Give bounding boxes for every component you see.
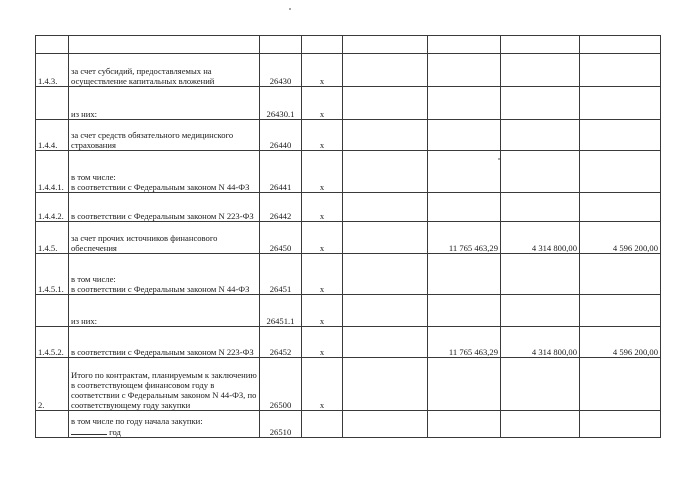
- row-name: в соответствии с Федеральным законом N 223-ФЗ: [69, 327, 260, 358]
- row-value-1: [428, 295, 501, 327]
- row-value-1: [428, 36, 501, 54]
- row-name: за счет средств обязательного медицинского страхования: [69, 120, 260, 151]
- row-value-3: [580, 358, 661, 411]
- row-value-2: [501, 151, 580, 193]
- row-x-mark: x: [302, 54, 343, 87]
- row-code: 26451.1: [260, 295, 302, 327]
- expenditure-table: [35, 35, 661, 438]
- row-value-1: [428, 87, 501, 120]
- row-number: 2.: [36, 358, 69, 411]
- row-number: [36, 36, 69, 54]
- row-value-2: [501, 193, 580, 222]
- row-value-2: [501, 295, 580, 327]
- row-number: 1.4.5.: [36, 222, 69, 254]
- row-value-1: 11 765 463,29: [428, 327, 501, 358]
- row-value-1: [428, 358, 501, 411]
- row-name-text: в том числе по году начала закупки:: [71, 416, 203, 426]
- row-value-3: [580, 87, 661, 120]
- row-code: 26452: [260, 327, 302, 358]
- row-x-mark: x: [302, 87, 343, 120]
- table-row: [36, 151, 661, 193]
- row-code: 26440: [260, 120, 302, 151]
- row-value-3: 4 596 200,00: [580, 222, 661, 254]
- table-row: [36, 36, 661, 54]
- row-x-mark: [302, 36, 343, 54]
- row-value-3: [580, 36, 661, 54]
- row-value-1: [428, 151, 501, 193]
- row-code: 26430.1: [260, 87, 302, 120]
- scan-speck: [289, 8, 291, 10]
- row-number: 1.4.4.1.: [36, 151, 69, 193]
- row-empty-cell: [343, 254, 428, 295]
- row-number: 1.4.5.1.: [36, 254, 69, 295]
- row-x-mark: x: [302, 193, 343, 222]
- row-empty-cell: [343, 87, 428, 120]
- row-number: [36, 87, 69, 120]
- row-code: 26451: [260, 254, 302, 295]
- row-empty-cell: [343, 327, 428, 358]
- table-row: [36, 327, 661, 358]
- table-row: [36, 193, 661, 222]
- row-empty-cell: [343, 295, 428, 327]
- row-name: в соответствии с Федеральным законом N 223-ФЗ: [69, 193, 260, 222]
- row-x-mark: x: [302, 222, 343, 254]
- row-value-2: [501, 120, 580, 151]
- row-name: [69, 411, 260, 438]
- row-code: 26430: [260, 54, 302, 87]
- row-empty-cell: [343, 151, 428, 193]
- row-x-mark: [302, 411, 343, 438]
- row-value-1: [428, 411, 501, 438]
- row-name: за счет прочих источников финансового обеспечения: [69, 222, 260, 254]
- row-code: [260, 36, 302, 54]
- scan-speck: [498, 158, 500, 160]
- row-value-2: [501, 36, 580, 54]
- row-x-mark: x: [302, 327, 343, 358]
- table-row: [36, 254, 661, 295]
- row-name: из них:: [69, 295, 260, 327]
- row-x-mark: x: [302, 358, 343, 411]
- row-code: 26510: [260, 411, 302, 438]
- row-code: 26500: [260, 358, 302, 411]
- row-code: 26450: [260, 222, 302, 254]
- row-name: в том числе: в соответствии с Федеральным законом N 44-ФЗ: [69, 254, 260, 295]
- row-value-3: [580, 120, 661, 151]
- row-value-3: [580, 295, 661, 327]
- row-empty-cell: [343, 411, 428, 438]
- row-value-1: [428, 120, 501, 151]
- row-name: из них:: [69, 87, 260, 120]
- table-row: [36, 87, 661, 120]
- row-empty-cell: [343, 222, 428, 254]
- row-name: за счет субсидий, предоставляемых на осуществление капитальных вложений: [69, 54, 260, 87]
- table-row: [36, 358, 661, 411]
- row-value-1: 11 765 463,29: [428, 222, 501, 254]
- row-value-2: 4 314 800,00: [501, 222, 580, 254]
- row-name: [69, 36, 260, 54]
- table-row: [36, 120, 661, 151]
- table-row: [36, 295, 661, 327]
- row-empty-cell: [343, 54, 428, 87]
- row-empty-cell: [343, 36, 428, 54]
- row-value-3: [580, 254, 661, 295]
- row-value-3: [580, 193, 661, 222]
- year-suffix: год: [109, 427, 121, 437]
- row-value-2: 4 314 800,00: [501, 327, 580, 358]
- year-blank-line: [71, 426, 107, 435]
- row-value-2: [501, 411, 580, 438]
- row-number: 1.4.4.: [36, 120, 69, 151]
- row-value-3: [580, 54, 661, 87]
- row-value-2: [501, 87, 580, 120]
- row-value-2: [501, 254, 580, 295]
- row-x-mark: x: [302, 254, 343, 295]
- row-empty-cell: [343, 358, 428, 411]
- row-value-3: [580, 411, 661, 438]
- table-row: [36, 222, 661, 254]
- row-number: 1.4.3.: [36, 54, 69, 87]
- row-value-1: [428, 54, 501, 87]
- row-x-mark: x: [302, 295, 343, 327]
- row-number: [36, 295, 69, 327]
- row-empty-cell: [343, 193, 428, 222]
- row-number: 1.4.5.2.: [36, 327, 69, 358]
- row-value-3: [580, 151, 661, 193]
- row-value-3: 4 596 200,00: [580, 327, 661, 358]
- row-value-2: [501, 54, 580, 87]
- row-value-1: [428, 193, 501, 222]
- row-code: 26441: [260, 151, 302, 193]
- row-value-2: [501, 358, 580, 411]
- table-row: [36, 411, 661, 438]
- row-x-mark: x: [302, 151, 343, 193]
- row-number: 1.4.4.2.: [36, 193, 69, 222]
- row-number: [36, 411, 69, 438]
- row-value-1: [428, 254, 501, 295]
- row-empty-cell: [343, 120, 428, 151]
- row-name: Итого по контрактам, планируемым к заключению в соответствующем финансовом году в соответствии с Федеральным законом N 44-ФЗ, по соответствующему году закупки: [69, 358, 260, 411]
- row-name: в том числе: в соответствии с Федеральным законом N 44-ФЗ: [69, 151, 260, 193]
- row-code: 26442: [260, 193, 302, 222]
- table-row: [36, 54, 661, 87]
- row-x-mark: x: [302, 120, 343, 151]
